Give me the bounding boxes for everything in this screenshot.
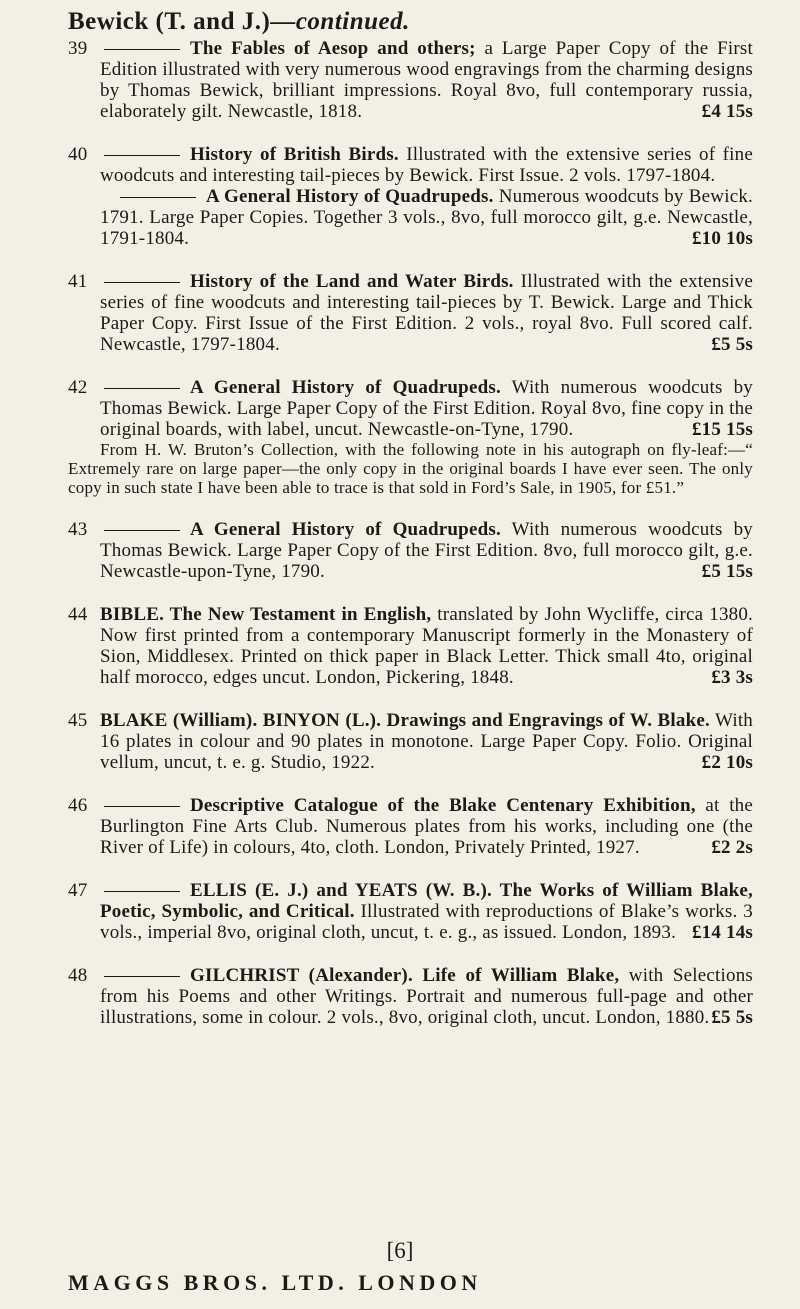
entry-number: 39 bbox=[68, 38, 88, 59]
entry-description: With numerous woodcuts by Thomas Bewick. Large Paper Copy of the First Edition. 8vo, full morocco gilt, g.e. Newcastle-upon-Tyne, 1790. bbox=[100, 519, 753, 582]
entry-number: 46 bbox=[68, 795, 88, 816]
catalogue-entry-42 bbox=[68, 377, 753, 497]
entry-number: 40 bbox=[68, 144, 88, 165]
entry-price: £14 14s bbox=[691, 922, 753, 943]
entry-title: BLAKE (William). BINYON (L.). Drawings and Engravings of W. Blake. bbox=[100, 710, 710, 731]
entry-price: £5 15s bbox=[701, 561, 753, 582]
entry-price: £10 10s bbox=[691, 228, 753, 249]
ditto-rule bbox=[104, 49, 180, 50]
entry-number: 44 bbox=[68, 604, 88, 625]
ditto-rule bbox=[104, 282, 180, 283]
entry-description: With numerous woodcuts by Thomas Bewick. Large Paper Copy of the First Edition. Royal 8vo, fine copy in the original boards, with label, uncut. Newcastle-on-Tyne, 1790. bbox=[100, 377, 753, 440]
entry-price: £2 2s bbox=[711, 837, 753, 858]
entry-number: 43 bbox=[68, 519, 88, 540]
entry-description: With 16 plates in colour and 90 plates in monotone. Large Paper Copy. Folio. Original vellum, uncut, t. e. g. Studio, 1922. bbox=[100, 710, 753, 773]
entry-price: £15 15s bbox=[691, 419, 753, 440]
ditto-rule bbox=[120, 197, 196, 198]
entry-number: 48 bbox=[68, 965, 88, 986]
entry-price: £4 15s bbox=[701, 101, 753, 122]
entry-description: Illustrated with the extensive series of fine woodcuts and interesting tail-pieces by Bewick. First Issue. 2 vols. 1797-1804. bbox=[100, 144, 753, 186]
ditto-rule bbox=[104, 388, 180, 389]
catalogue-entry-45 bbox=[68, 710, 753, 773]
entry-title: Descriptive Catalogue of the Blake Centenary Exhibition, bbox=[190, 795, 696, 816]
entry-number: 41 bbox=[68, 271, 88, 292]
catalogue-entry-44 bbox=[68, 604, 753, 688]
entry-title: The Fables of Aesop and others; bbox=[190, 38, 476, 59]
entry-price: £5 5s bbox=[711, 1007, 753, 1028]
entry-number: 47 bbox=[68, 880, 88, 901]
entry-title: BIBLE. The New Testament in English, bbox=[100, 604, 432, 625]
page-number: [6] bbox=[386, 1238, 414, 1263]
entry-sub-description: Numerous woodcuts by Bewick. 1791. Large Paper Copies. Together 3 vols., 8vo, full morocco gilt, g.e. Newcastle, 1791-1804. bbox=[100, 186, 753, 249]
entry-subtitle: A General History of Quadrupeds. bbox=[206, 186, 494, 207]
catalogue-entry-47 bbox=[68, 880, 753, 943]
ditto-rule bbox=[104, 891, 180, 892]
catalogue-entry-46 bbox=[68, 795, 753, 858]
entry-number: 42 bbox=[68, 377, 88, 398]
entry-description: at the Burlington Fine Arts Club. Numerous plates from his works, including one (the River of Life) in colours, 4to, cloth. London, Privately Printed, 1927. bbox=[100, 795, 754, 858]
ditto-rule bbox=[104, 806, 180, 807]
entry-description: Illustrated with the extensive series of fine woodcuts and interesting tail-pieces by T. Bewick. Large and Thick Paper Copy. First Issue of the First Edition. 2 vols., royal 8vo. Full scored calf. Newcastle, 1797-1804. bbox=[100, 271, 753, 355]
catalogue-entry-48 bbox=[68, 965, 753, 1028]
entry-description: translated by John Wycliffe, circa 1380. Now first printed from a contemporary Manuscript formerly in the Monastery of Sion, Middlesex. Printed on thick paper in Black Letter. Thick small 4to, original half morocco, edges uncut. London, Pickering, 1848. bbox=[100, 604, 753, 688]
entry-title: History of British Birds. bbox=[190, 144, 399, 165]
ditto-rule bbox=[104, 530, 180, 531]
heading-name: Bewick (T. and J.) bbox=[68, 8, 271, 35]
entry-title: A General History of Quadrupeds. bbox=[190, 377, 501, 398]
publisher-footer: MAGGS BROS. LTD. LONDON bbox=[68, 1270, 482, 1295]
provenance-note: From H. W. Bruton’s Collection, with the following note in his autograph on fly-leaf:—“ Extremely rare on large paper—the only copy in the original boards I have ever seen. The only copy in such state I have been able to trace is that sold in Ford’s Sale, in 1905, for £51.” bbox=[68, 440, 753, 497]
catalogue-entry-43 bbox=[68, 519, 753, 582]
entry-price: £2 10s bbox=[701, 752, 753, 773]
entry-title: History of the Land and Water Birds. bbox=[190, 271, 514, 292]
ditto-rule bbox=[104, 155, 180, 156]
entry-price: £5 5s bbox=[711, 334, 753, 355]
entry-number: 45 bbox=[68, 710, 88, 731]
ditto-rule bbox=[104, 976, 180, 977]
entry-description: Illustrated with reproductions of Blake’s works. 3 vols., imperial 8vo, original cloth, uncut, t. e. g., as issued. London, 1893. bbox=[100, 901, 753, 943]
catalogue-entry-41 bbox=[68, 271, 753, 355]
catalogue-entry-39 bbox=[68, 38, 753, 122]
entry-title: GILCHRIST (Alexander). Life of William Blake, bbox=[190, 965, 620, 986]
entry-description: with Selections from his Poems and other Writings. Portrait and numerous full-page and other illustrations, some in colour. 2 vols., 8vo, original cloth, uncut. London, 1880. bbox=[100, 965, 753, 1028]
catalogue-entry-40 bbox=[68, 144, 753, 249]
entry-title: A General History of Quadrupeds. bbox=[190, 519, 501, 540]
entry-title: ELLIS (E. J.) and YEATS (W. B.). The Works of William Blake, Poetic, Symbolic, and Critical. bbox=[100, 880, 753, 922]
entry-price: £3 3s bbox=[711, 667, 753, 688]
section-heading bbox=[68, 8, 410, 36]
entry-description: a Large Paper Copy of the First Edition illustrated with very numerous wood engravings from the charming designs by Thomas Bewick, brilliant impressions. Royal 8vo, full contemporary russia, elaborately gilt. Newcastle, 1818. bbox=[100, 38, 753, 122]
heading-continued: —continued. bbox=[270, 8, 410, 35]
